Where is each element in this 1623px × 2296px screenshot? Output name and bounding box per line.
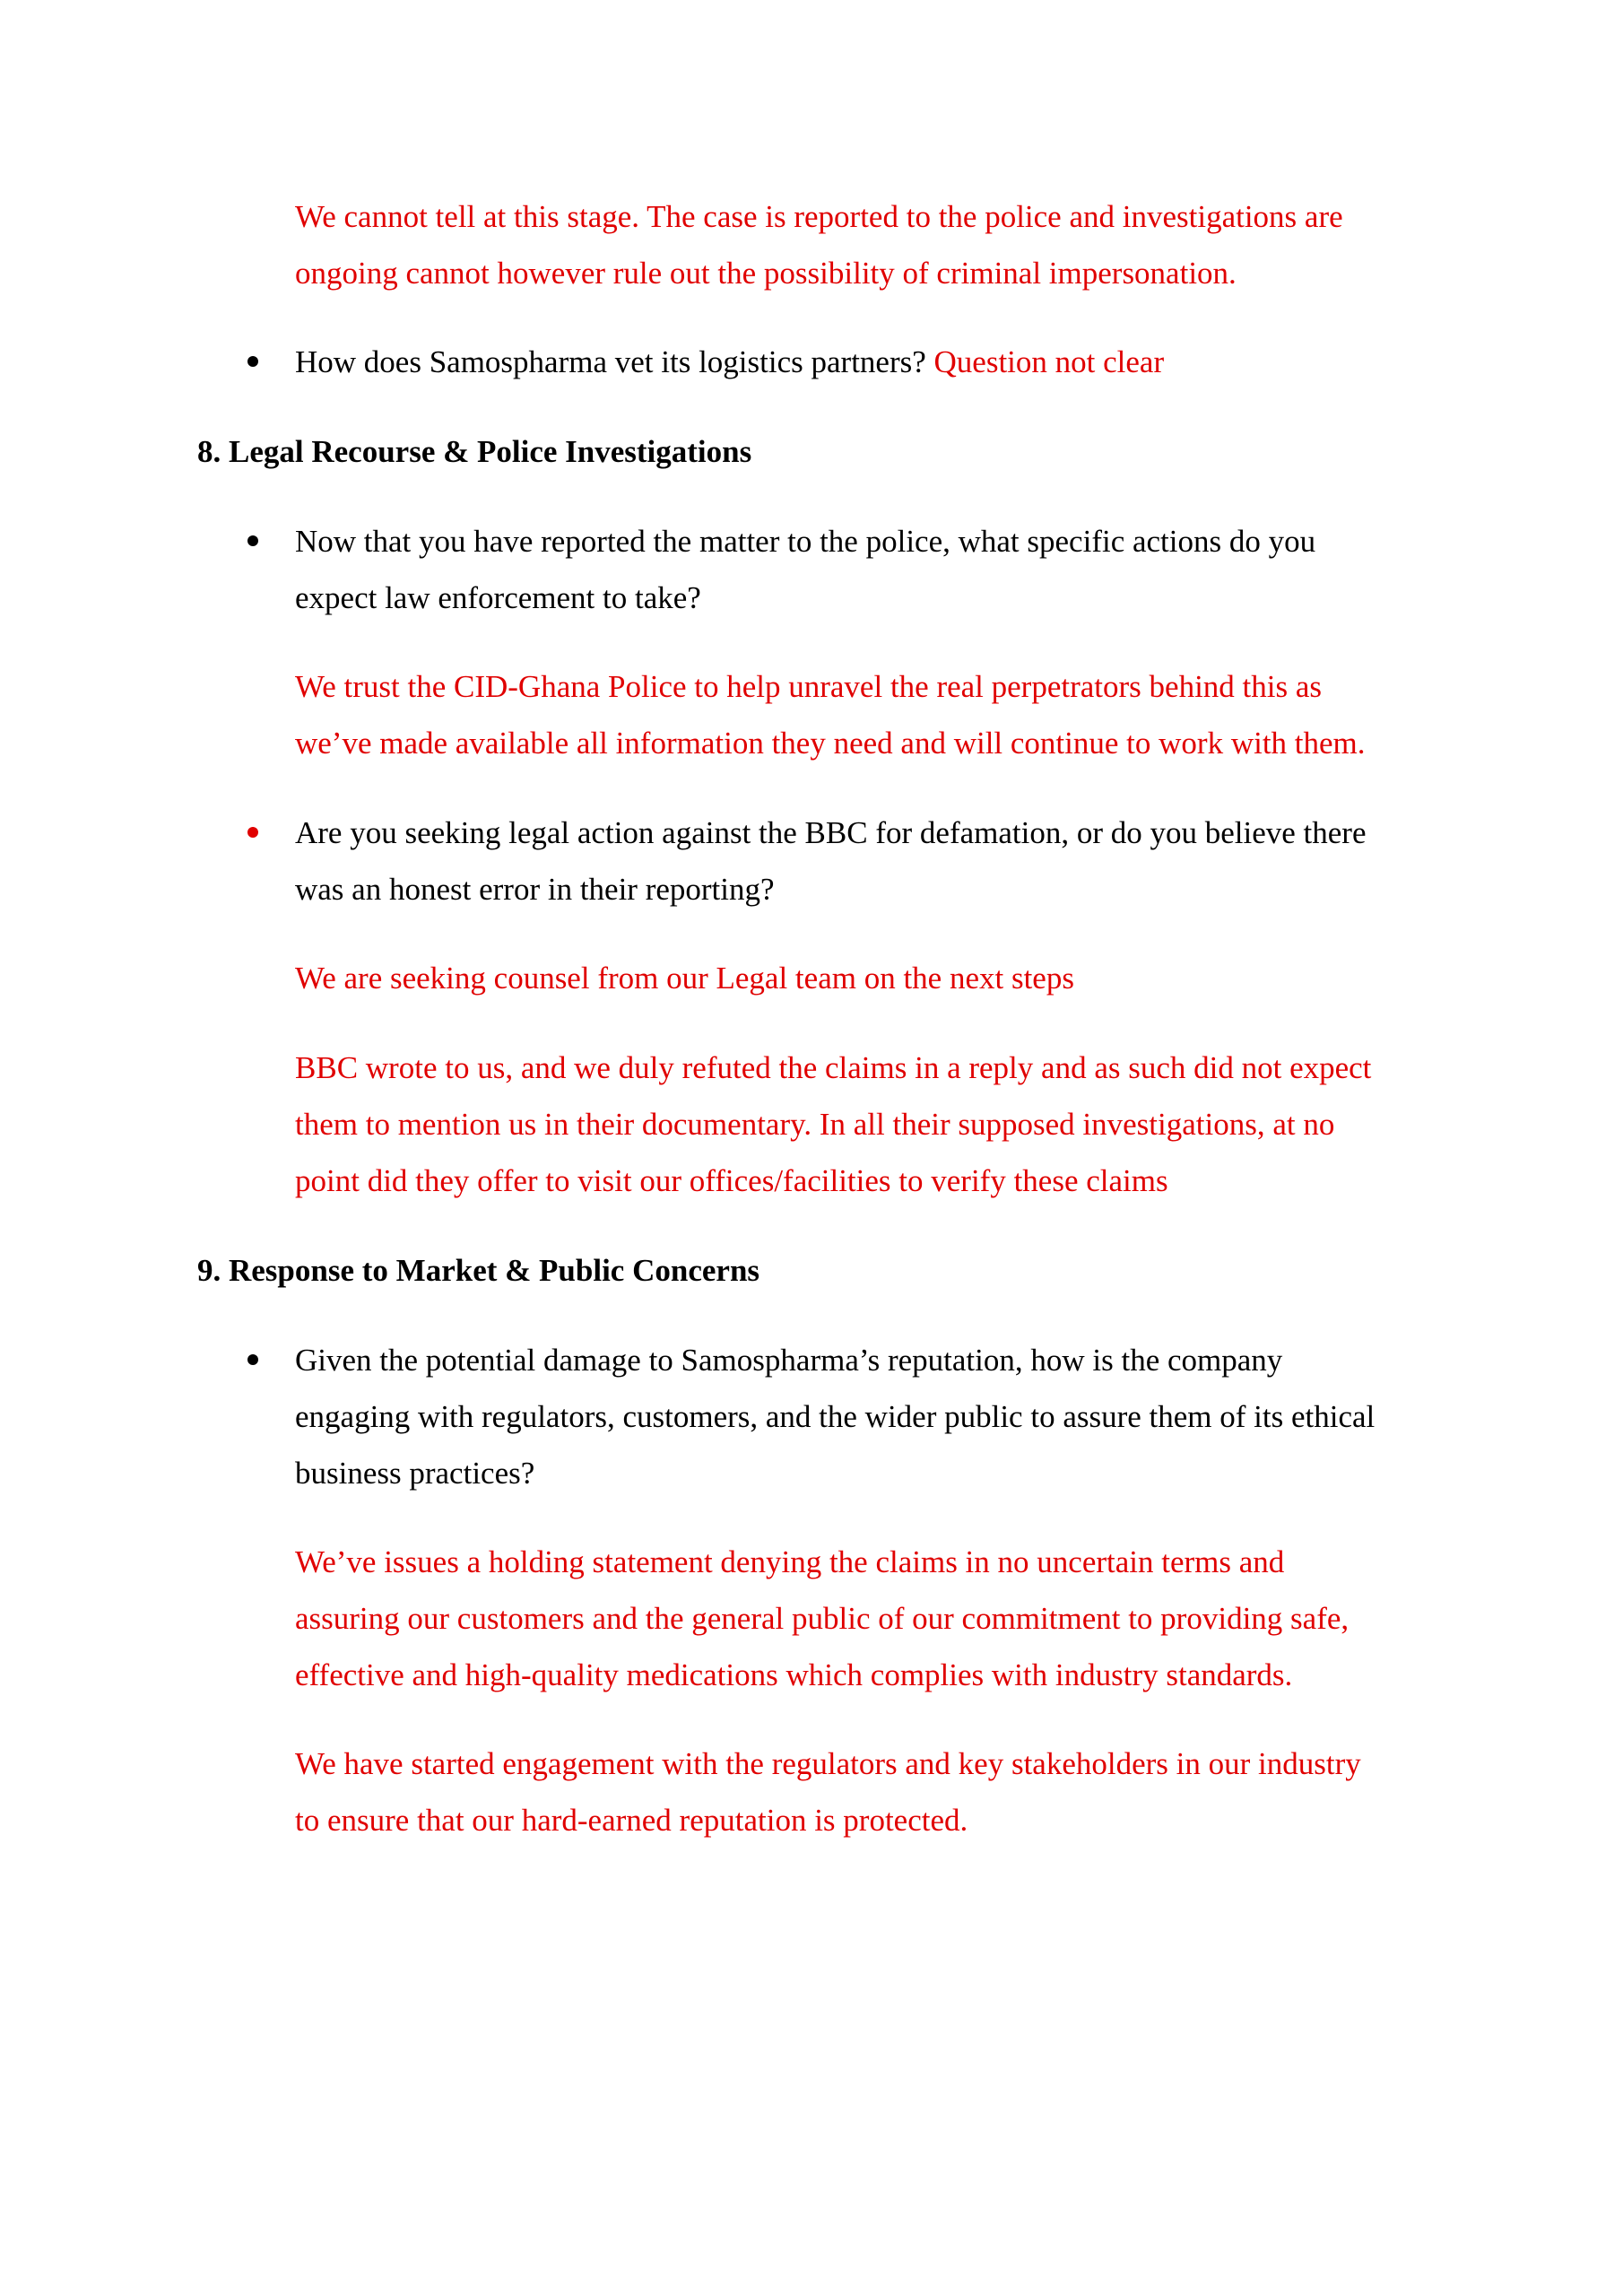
bullet-icon <box>247 535 258 546</box>
answer-paragraph <box>295 188 1343 301</box>
text-line: Now that you have reported the matter to the police, what specific actions do you <box>295 524 1316 559</box>
text-line: to ensure that our hard-earned reputation is protected. <box>295 1803 968 1838</box>
answer-paragraph <box>295 1039 1371 1209</box>
text-line: BBC wrote to us, and we duly refuted the claims in a reply and as such did not expect <box>295 1050 1372 1085</box>
question-paragraph <box>295 334 1164 390</box>
answer-paragraph <box>295 950 1074 1006</box>
text-line: point did they offer to visit our offices/facilities to verify these claims <box>295 1163 1168 1198</box>
text-line: We are seeking counsel from our Legal team on the next steps <box>295 961 1074 996</box>
text-line: We’ve issues a holding statement denying the claims in no uncertain terms and <box>295 1544 1285 1579</box>
section-heading: 8. Legal Recourse & Police Investigations <box>197 434 752 469</box>
answer-paragraph <box>295 1534 1349 1703</box>
text-line: We have started engagement with the regulators and key stakeholders in our industry <box>295 1746 1361 1781</box>
text-line: expect law enforcement to take? <box>295 580 701 615</box>
text-line: Given the potential damage to Samospharma’s reputation, how is the company <box>295 1343 1283 1378</box>
text-line: business practices? <box>295 1456 535 1491</box>
answer-paragraph <box>295 1735 1361 1848</box>
answer-text: Question not clear <box>933 344 1165 379</box>
text-line: ongoing cannot however rule out the possibility of criminal impersonation. <box>295 256 1237 291</box>
bullet-icon <box>247 1354 258 1365</box>
bullet-icon <box>247 827 258 838</box>
question-text: How does Samospharma vet its logistics partners? <box>295 344 926 379</box>
text-line: We trust the CID-Ghana Police to help unravel the real perpetrators behind this as <box>295 669 1323 704</box>
text-line: them to mention us in their documentary. In all their supposed investigations, at no <box>295 1107 1335 1142</box>
section-heading: 9. Response to Market & Public Concerns <box>197 1253 760 1288</box>
text-line: was an honest error in their reporting? <box>295 872 775 907</box>
text-line: assuring our customers and the general public of our commitment to providing safe, <box>295 1601 1350 1636</box>
text-line: Are you seeking legal action against the BBC for defamation, or do you believe there <box>295 815 1367 850</box>
answer-paragraph <box>295 658 1366 771</box>
text-line: we’ve made available all information they need and will continue to work with them. <box>295 726 1366 761</box>
text-line: engaging with regulators, customers, and the wider public to assure them of its ethical <box>295 1399 1376 1434</box>
bullet-icon <box>247 356 258 367</box>
question-paragraph <box>295 804 1367 918</box>
text-line: We cannot tell at this stage. The case is reported to the police and investigations are <box>295 199 1343 234</box>
text-line: effective and high-quality medications which complies with industry standards. <box>295 1657 1293 1692</box>
question-paragraph <box>295 1332 1375 1501</box>
question-paragraph <box>295 513 1315 626</box>
